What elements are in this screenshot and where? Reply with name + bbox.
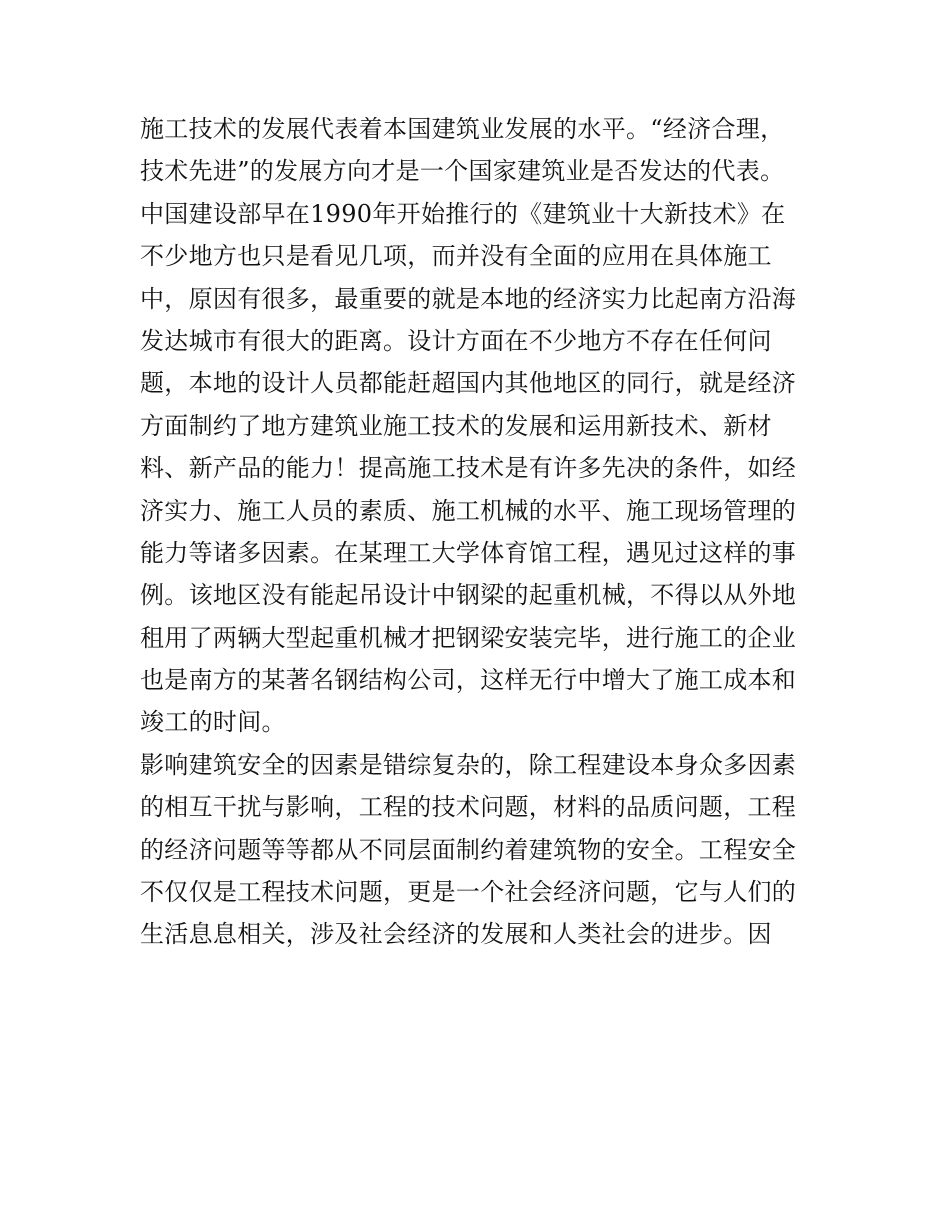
text-line: 济实力、施工人员的素质、施工机械的水平、施工现场管理的 bbox=[140, 496, 797, 525]
body-text bbox=[140, 108, 820, 956]
text-line: 能力等诸多因素。在某理工大学体育馆工程，遇见过这样的事 bbox=[140, 538, 797, 567]
text-line: 竣工的时间。 bbox=[140, 708, 286, 737]
text-line: 不少地方也只是看见几项，而并没有全面的应用在具体施工 bbox=[140, 242, 772, 271]
text-line: 题，本地的设计人员都能赶超国内其他地区的同行，就是经济 bbox=[140, 369, 797, 398]
text-line: 料、新产品的能力！提高施工技术是有许多先决的条件，如经 bbox=[140, 454, 797, 483]
text-line: 发达城市有很大的距离。设计方面在不少地方不存在任何问 bbox=[140, 326, 772, 355]
text-line: 也是南方的某著名钢结构公司，这样无行中增大了施工成本和 bbox=[140, 666, 797, 695]
text-line: 方面制约了地方建筑业施工技术的发展和运用新技术、新材 bbox=[140, 411, 772, 440]
text-line: 中国建设部早在1990年开始推行的《建筑业十大新技术》在 bbox=[140, 199, 786, 228]
text-line: 中，原因有很多，最重要的就是本地的经济实力比起南方沿海 bbox=[140, 284, 797, 313]
text-line: 生活息息相关，涉及社会经济的发展和人类社会的进步。因 bbox=[140, 920, 772, 949]
text-line: 例。该地区没有能起吊设计中钢梁的起重机械，不得以从外地 bbox=[140, 581, 797, 610]
text-line: 不仅仅是工程技术问题，更是一个社会经济问题，它与人们的 bbox=[140, 878, 797, 907]
text-line: 施工技术的发展代表着本国建筑业发展的水平。“经济合理， bbox=[140, 115, 785, 143]
text-line: 的相互干扰与影响，工程的技术问题，材料的品质问题，工程 bbox=[140, 793, 797, 822]
text-line: 租用了两辆大型起重机械才把钢梁安装完毕，进行施工的企业 bbox=[140, 623, 797, 652]
text-line: 技术先进”的发展方向才是一个国家建筑业是否发达的代表。 bbox=[140, 157, 785, 186]
text-line: 影响建筑安全的因素是错综复杂的，除工程建设本身众多因素 bbox=[140, 750, 797, 779]
text-line: 的经济问题等等都从不同层面制约着建筑物的安全。工程安全 bbox=[140, 835, 797, 864]
